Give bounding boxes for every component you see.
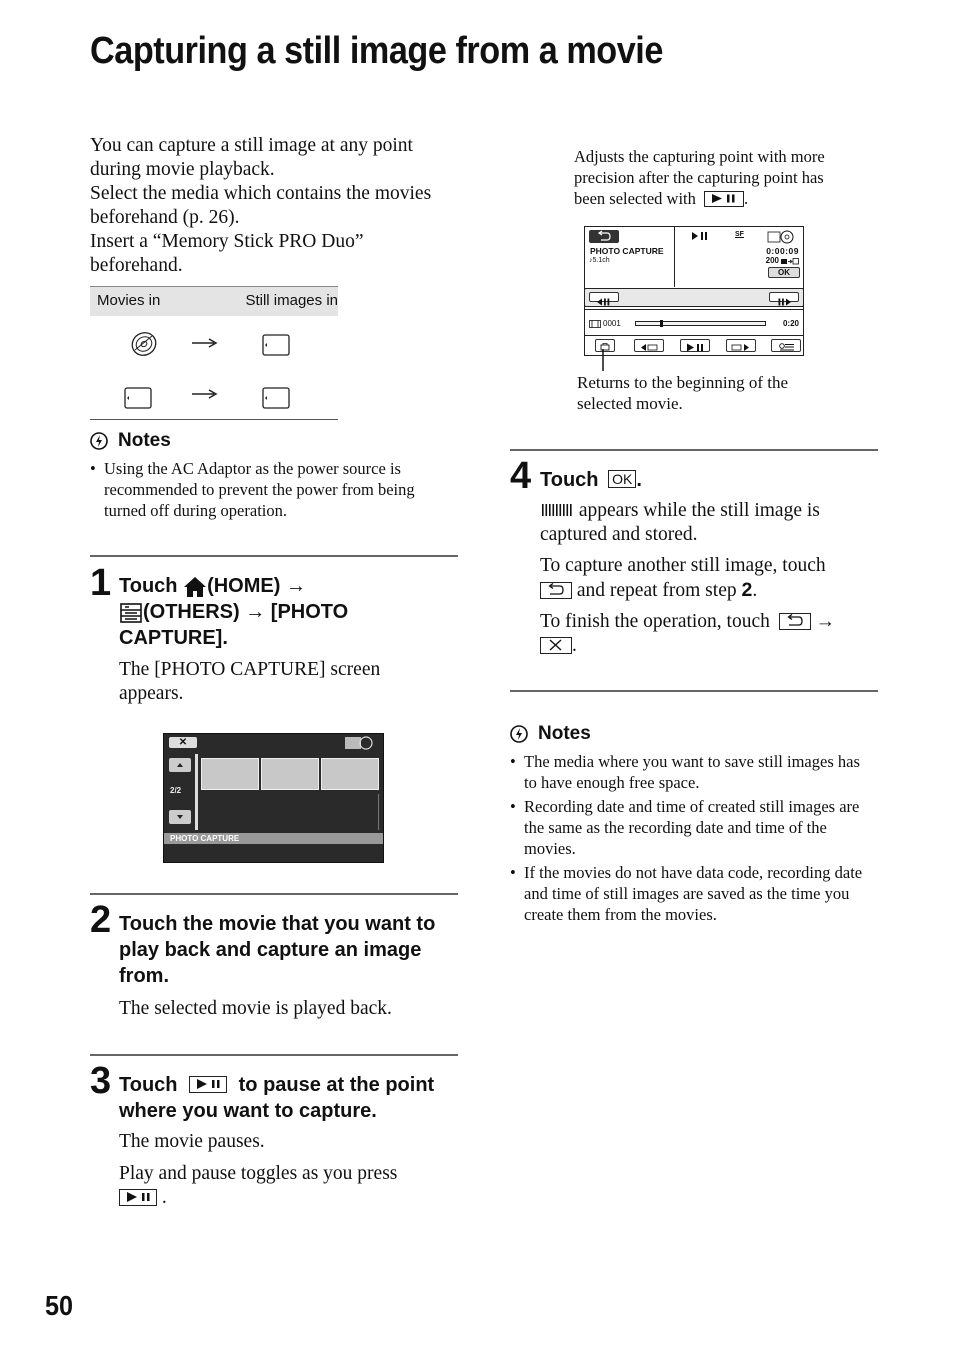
intro-paragraph: You can capture a still image at any point during movie playback.	[90, 135, 413, 180]
callout-text	[574, 146, 834, 209]
notes-heading: Notes	[538, 723, 591, 744]
frame-control-bar	[584, 288, 804, 307]
step-heading-text: (HOME)	[207, 575, 281, 597]
next-button[interactable]	[726, 339, 756, 352]
step-description: The [PHOTO CAPTURE] screen appears.	[119, 659, 381, 704]
option-button[interactable]	[771, 339, 801, 352]
scroll-down-button[interactable]	[169, 810, 191, 824]
list-item: • Recording date and time of created still images are the same as the recording date and time of the movies.	[510, 796, 875, 859]
divider	[90, 1054, 458, 1056]
arrow-text: →	[285, 575, 306, 597]
step-description: The selected movie is played back.	[119, 998, 392, 1019]
timecode: 0:00:09	[766, 246, 799, 256]
table-header-movies: Movies in	[97, 292, 161, 309]
page-number: 50	[45, 1290, 74, 1321]
intro-text	[90, 134, 460, 278]
step-number: 2	[90, 899, 112, 941]
notes-list	[510, 751, 875, 925]
period: .	[636, 469, 642, 491]
notes-heading: Notes	[118, 430, 171, 451]
frame-back-button[interactable]	[589, 292, 619, 302]
step-number: 4	[510, 455, 532, 497]
step-description	[119, 1162, 459, 1210]
playback-progress-bar[interactable]	[635, 321, 766, 326]
play-pause-icon	[119, 1189, 157, 1206]
divider	[510, 449, 878, 451]
screen-label: PHOTO CAPTURE	[590, 246, 664, 256]
step-heading	[119, 1072, 464, 1124]
notes-icon	[510, 725, 528, 743]
list-item: • The media where you want to save still images has to have enough free space.	[510, 751, 875, 793]
screen-divider	[674, 227, 675, 287]
duration: 0:20	[782, 319, 799, 328]
period: .	[161, 1187, 167, 1208]
others-icon	[119, 602, 143, 624]
scrollbar[interactable]	[195, 754, 198, 830]
period: .	[752, 580, 758, 601]
step-description: The movie pauses.	[119, 1131, 265, 1152]
divider	[510, 690, 878, 692]
screen-label-bar	[164, 833, 383, 844]
return-button[interactable]	[589, 230, 619, 243]
close-icon	[540, 637, 572, 654]
file-indicator	[589, 319, 621, 328]
divider	[90, 893, 458, 895]
list-item: • Using the AC Adaptor as the power source is recommended to prevent the power from being turned off during operation.	[90, 458, 460, 521]
remaining-count: 200	[765, 256, 779, 265]
movie-thumbnail[interactable]	[261, 758, 319, 790]
media-table	[90, 286, 338, 420]
list-item: • If the movies do not have data code, recording date and time of still images are saved as the time you create them from the movies.	[510, 862, 875, 925]
arrow-text: →	[815, 611, 836, 632]
file-number: 0001	[603, 319, 621, 328]
callout-top-text: Adjusts the capturing point with more precision after the capturing point has been selected with	[574, 147, 825, 208]
previous-button[interactable]	[634, 339, 664, 352]
step-description-text: To capture another still image, touch	[540, 555, 826, 576]
film-icon	[589, 320, 601, 328]
table-header	[90, 286, 338, 316]
ok-icon: OK	[608, 470, 636, 488]
movie-thumbnail[interactable]	[321, 758, 379, 790]
intro-paragraph: Insert a “Memory Stick PRO Duo” beforehand.	[90, 231, 364, 276]
thumbnail-area	[201, 794, 379, 830]
ok-button[interactable]: OK	[768, 267, 800, 278]
memory-stick-icon	[262, 387, 290, 409]
step-number: 3	[90, 1060, 112, 1102]
screen-divider	[585, 309, 803, 310]
arrow-text: →	[245, 601, 266, 623]
callout-text: Returns to the beginning of the selected movie.	[577, 373, 789, 413]
step-heading-text: to pause at the point where you want to capture.	[119, 1074, 435, 1122]
screen-divider	[585, 335, 803, 336]
step-description	[540, 554, 870, 603]
return-icon	[779, 613, 811, 630]
step-heading-text: Touch	[540, 469, 599, 491]
intro-paragraph: Select the media which contains the movies beforehand (p. 26).	[90, 183, 432, 228]
movie-thumbnail[interactable]	[201, 758, 259, 790]
audio-indicator: ♪5.1ch	[589, 257, 610, 264]
notes-section	[510, 723, 875, 928]
scroll-up-button[interactable]	[169, 758, 191, 772]
quality-indicator: SF	[735, 231, 744, 238]
period: .	[744, 189, 749, 208]
step-number: 1	[90, 562, 112, 604]
callout-leader-line	[601, 349, 605, 371]
return-icon	[540, 582, 572, 599]
photo-capture-screen	[163, 733, 384, 863]
notes-icon	[90, 432, 108, 450]
screen-label: PHOTO CAPTURE	[170, 834, 240, 843]
play-pause-button[interactable]	[680, 339, 710, 352]
step-reference: 2	[741, 579, 753, 601]
capture-progress-icon	[540, 502, 574, 518]
step-description	[540, 610, 870, 658]
step-heading-text: (OTHERS)	[143, 601, 240, 623]
period: .	[572, 635, 577, 656]
step-heading: Touch the movie that you want to play back and capture an image from.	[119, 913, 436, 987]
media-icon	[345, 736, 373, 750]
page-title: Capturing a still image from a movie	[90, 30, 663, 72]
play-pause-icon	[189, 1076, 227, 1093]
camera-to-stick-icon	[781, 257, 799, 265]
memory-stick-icon	[124, 387, 152, 409]
frame-forward-button[interactable]	[769, 292, 799, 302]
table-bottom-rule	[90, 419, 338, 420]
arrow-right-icon	[192, 338, 218, 348]
step-description-text: To finish the operation, touch	[540, 611, 770, 632]
disc-media-icon	[767, 230, 795, 244]
step-heading	[540, 467, 880, 493]
notes-section	[90, 430, 460, 524]
step-description-text: appears while the still image is captured and stored.	[540, 500, 820, 545]
playback-screen	[584, 226, 804, 356]
step-description	[540, 499, 860, 547]
home-icon	[183, 576, 207, 598]
remaining-indicator	[766, 256, 799, 265]
step-heading-text: Touch	[119, 1074, 178, 1096]
step-description-text: and repeat from step	[576, 580, 737, 601]
play-pause-icon	[704, 191, 744, 207]
step-description-text: Play and pause toggles as you press	[119, 1163, 398, 1184]
divider	[90, 555, 458, 557]
step-heading-text: [PHOTO CAPTURE].	[119, 601, 349, 649]
page-indicator: 2/2	[170, 786, 182, 795]
close-button[interactable]: ✕	[169, 737, 197, 748]
return-to-beginning-button[interactable]	[595, 339, 615, 352]
progress-handle[interactable]	[660, 320, 663, 327]
table-header-stills: Still images in	[245, 292, 338, 309]
step-heading	[119, 573, 459, 651]
notes-list	[90, 458, 460, 521]
memory-stick-icon	[262, 334, 290, 356]
play-pause-status-icon	[691, 232, 711, 240]
step-heading-text: Touch	[119, 575, 178, 597]
disc-icon	[130, 330, 158, 358]
arrow-right-icon	[192, 389, 218, 399]
